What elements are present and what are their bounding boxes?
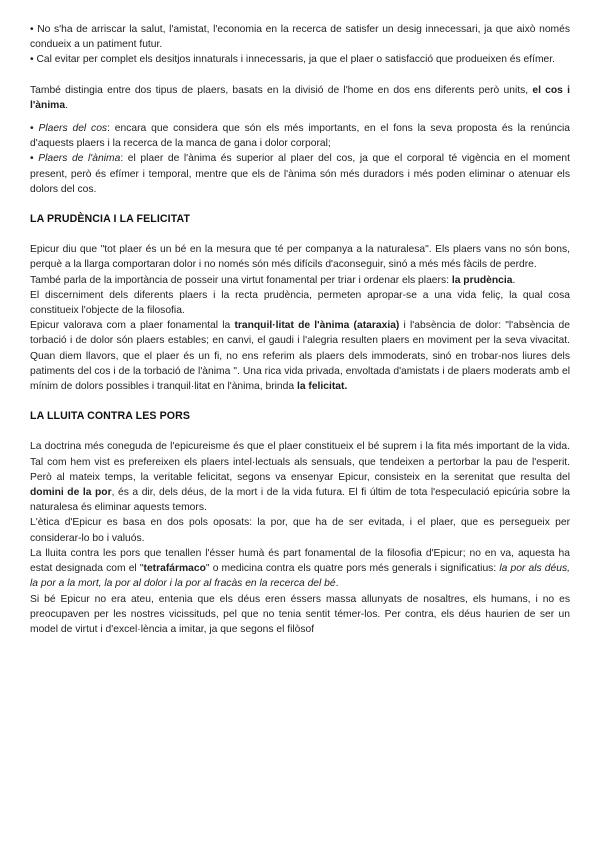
happiness-emphasis: la felicitat. [296,381,348,393]
fears-paragraph-2: L'ètica d'Epicur es basa en dos pols oposats: la por, que ha de ser evitada, i el plaer, que es persegueix per considerar-lo bo i valuós. [30,517,570,544]
fears-paragraph-1: La doctrina més coneguda de l'epicureisme és que el plaer constitueix el bé suprem i la fita més important de la vida. Tal com hem vist es prefereixen els plaers intel·lectuals als sensuals, que tendeixen a pertorbar la pau de l'esperit. Però al mateix temps, la veritable felicitat, segons va ensenyar Epicur, consisteix en la serenitat que resulta del domini de la por, és a dir, dels déus, de la mort i de la vida futura. El fi últim de tota l'especulació epicúria sobre la naturalesa és eliminar aquests temors. [30,441,570,514]
soul-pleasures-item: • Plaers de l'ànima: el plaer de l'ànima és superior al plaer del cos, ja que el corporal té vigència en el moment present, però és efímer i temporal, mentre que els de l'ànima són més duradors i més poden eliminar o atenuar els dolors del cos. [30,153,570,195]
section-heading-prudence: LA PRUDÈNCIA I LA FELICITAT [30,213,191,226]
fear-domination-emphasis: domini de la por [30,487,112,499]
prudence-emphasis: la prudència [451,274,513,286]
prudence-paragraph-4: Epicur valorava com a plaer fonamental la tranquil·litat de l'ànima (ataraxia) i l'absència de dolor: "l'absència de torbació i de dolor són plaers estables; en canvi, el gaudi i l'alegria resulten plaers en moviment per la seva vivacitat. Quan diem llavors, que el plaer és un fi, no ens referim als plaers dels immoderats, sinó en trobar-nos liures dels patiments del cos i de la torbació de l'ànima ". Una rica vida privada, envoltada d'amistats i de plaers moderats amb el mínim de dolors possibles i tranquil·litat en l'ànima, brinda la felicitat. [30,320,571,393]
body-pleasures-item: • Plaers del cos: encara que considera que són els més importants, en el fons la seva proposta és la renúncia d'aquests plaers i la recerca de la manca de gana i dolor corporal; [30,123,570,150]
prudence-paragraph-1: Epicur diu que "tot plaer és un bé en la mesura que té per companya a la naturalesa". Els plaers vans no són bons, perquè a la llarga comportaran dolor i no només són més difícils d'aconseguir, sinó a més més fàcils de perdre. [30,244,570,271]
section-heading-fears: LA LLUITA CONTRA LES PORS [30,410,191,423]
body-pleasures-label: Plaers del cos [38,123,108,135]
fears-paragraph-3: La lluita contra les pors que tenallen l'ésser humà és part fonamental de la filosofia d'Epicur; no en va, aquesta ha estat designada com el "tetrafármaco" o medicina contra els quatre pors més generals i significatius: la por als déus, la por a la mort, la por al dolor i la por al fracàs en la recerca del bé. [30,547,570,590]
prudence-paragraph-3: El discerniment dels diferents plaers i la recta prudència, permeten apropar-se a una vida feliç, la qual cosa constitueix l'objecte de la filosofia. [30,289,570,317]
intro-bullet-2: • Cal evitar per complet els desitjos innaturals i innecessaris, ja que el plaer o satisfacció que produeixen és efímer. [30,54,556,66]
soul-pleasures-label: Plaers de l'ànima [38,153,121,165]
prudence-paragraph-2: També parla de la importància de posseir una virtut fonamental per triar i ordenar els plaers: la prudència. [30,274,516,286]
four-fears-list: la por als déus, la por a la mort, la por al dolor i la por al fracàs en la recerca del bé [30,563,570,590]
tetrafarmaco-emphasis: tetrafármaco [143,563,206,575]
ataraxia-emphasis: tranquil·litat de l'ànima (ataraxia) [234,320,400,332]
distinction-paragraph: També distingia entre dos tipus de plaers, basats en la divisió de l'home en dos ens diferents però units, el cos i l'ànima. [30,84,570,111]
intro-bullet-1: • No s'ha de arriscar la salut, l'amistat, l'economia en la recerca de satisfer un desig innecessari, ja que això només condueix a un patiment futur. [30,24,570,51]
body-soul-emphasis: el cos i l'ànima [30,84,570,111]
fears-paragraph-4: Si bé Epicur no era ateu, entenia que els déus eren éssers massa allunyats de nosaltres, els humans, i no es preocupaven per les nostres vicissituds, pel que no tenia sentit témer-los. Per contra, els déus haurien de ser un model de virtut i d'excel·lència a imitar, ja que segons el filòsof [30,593,570,635]
